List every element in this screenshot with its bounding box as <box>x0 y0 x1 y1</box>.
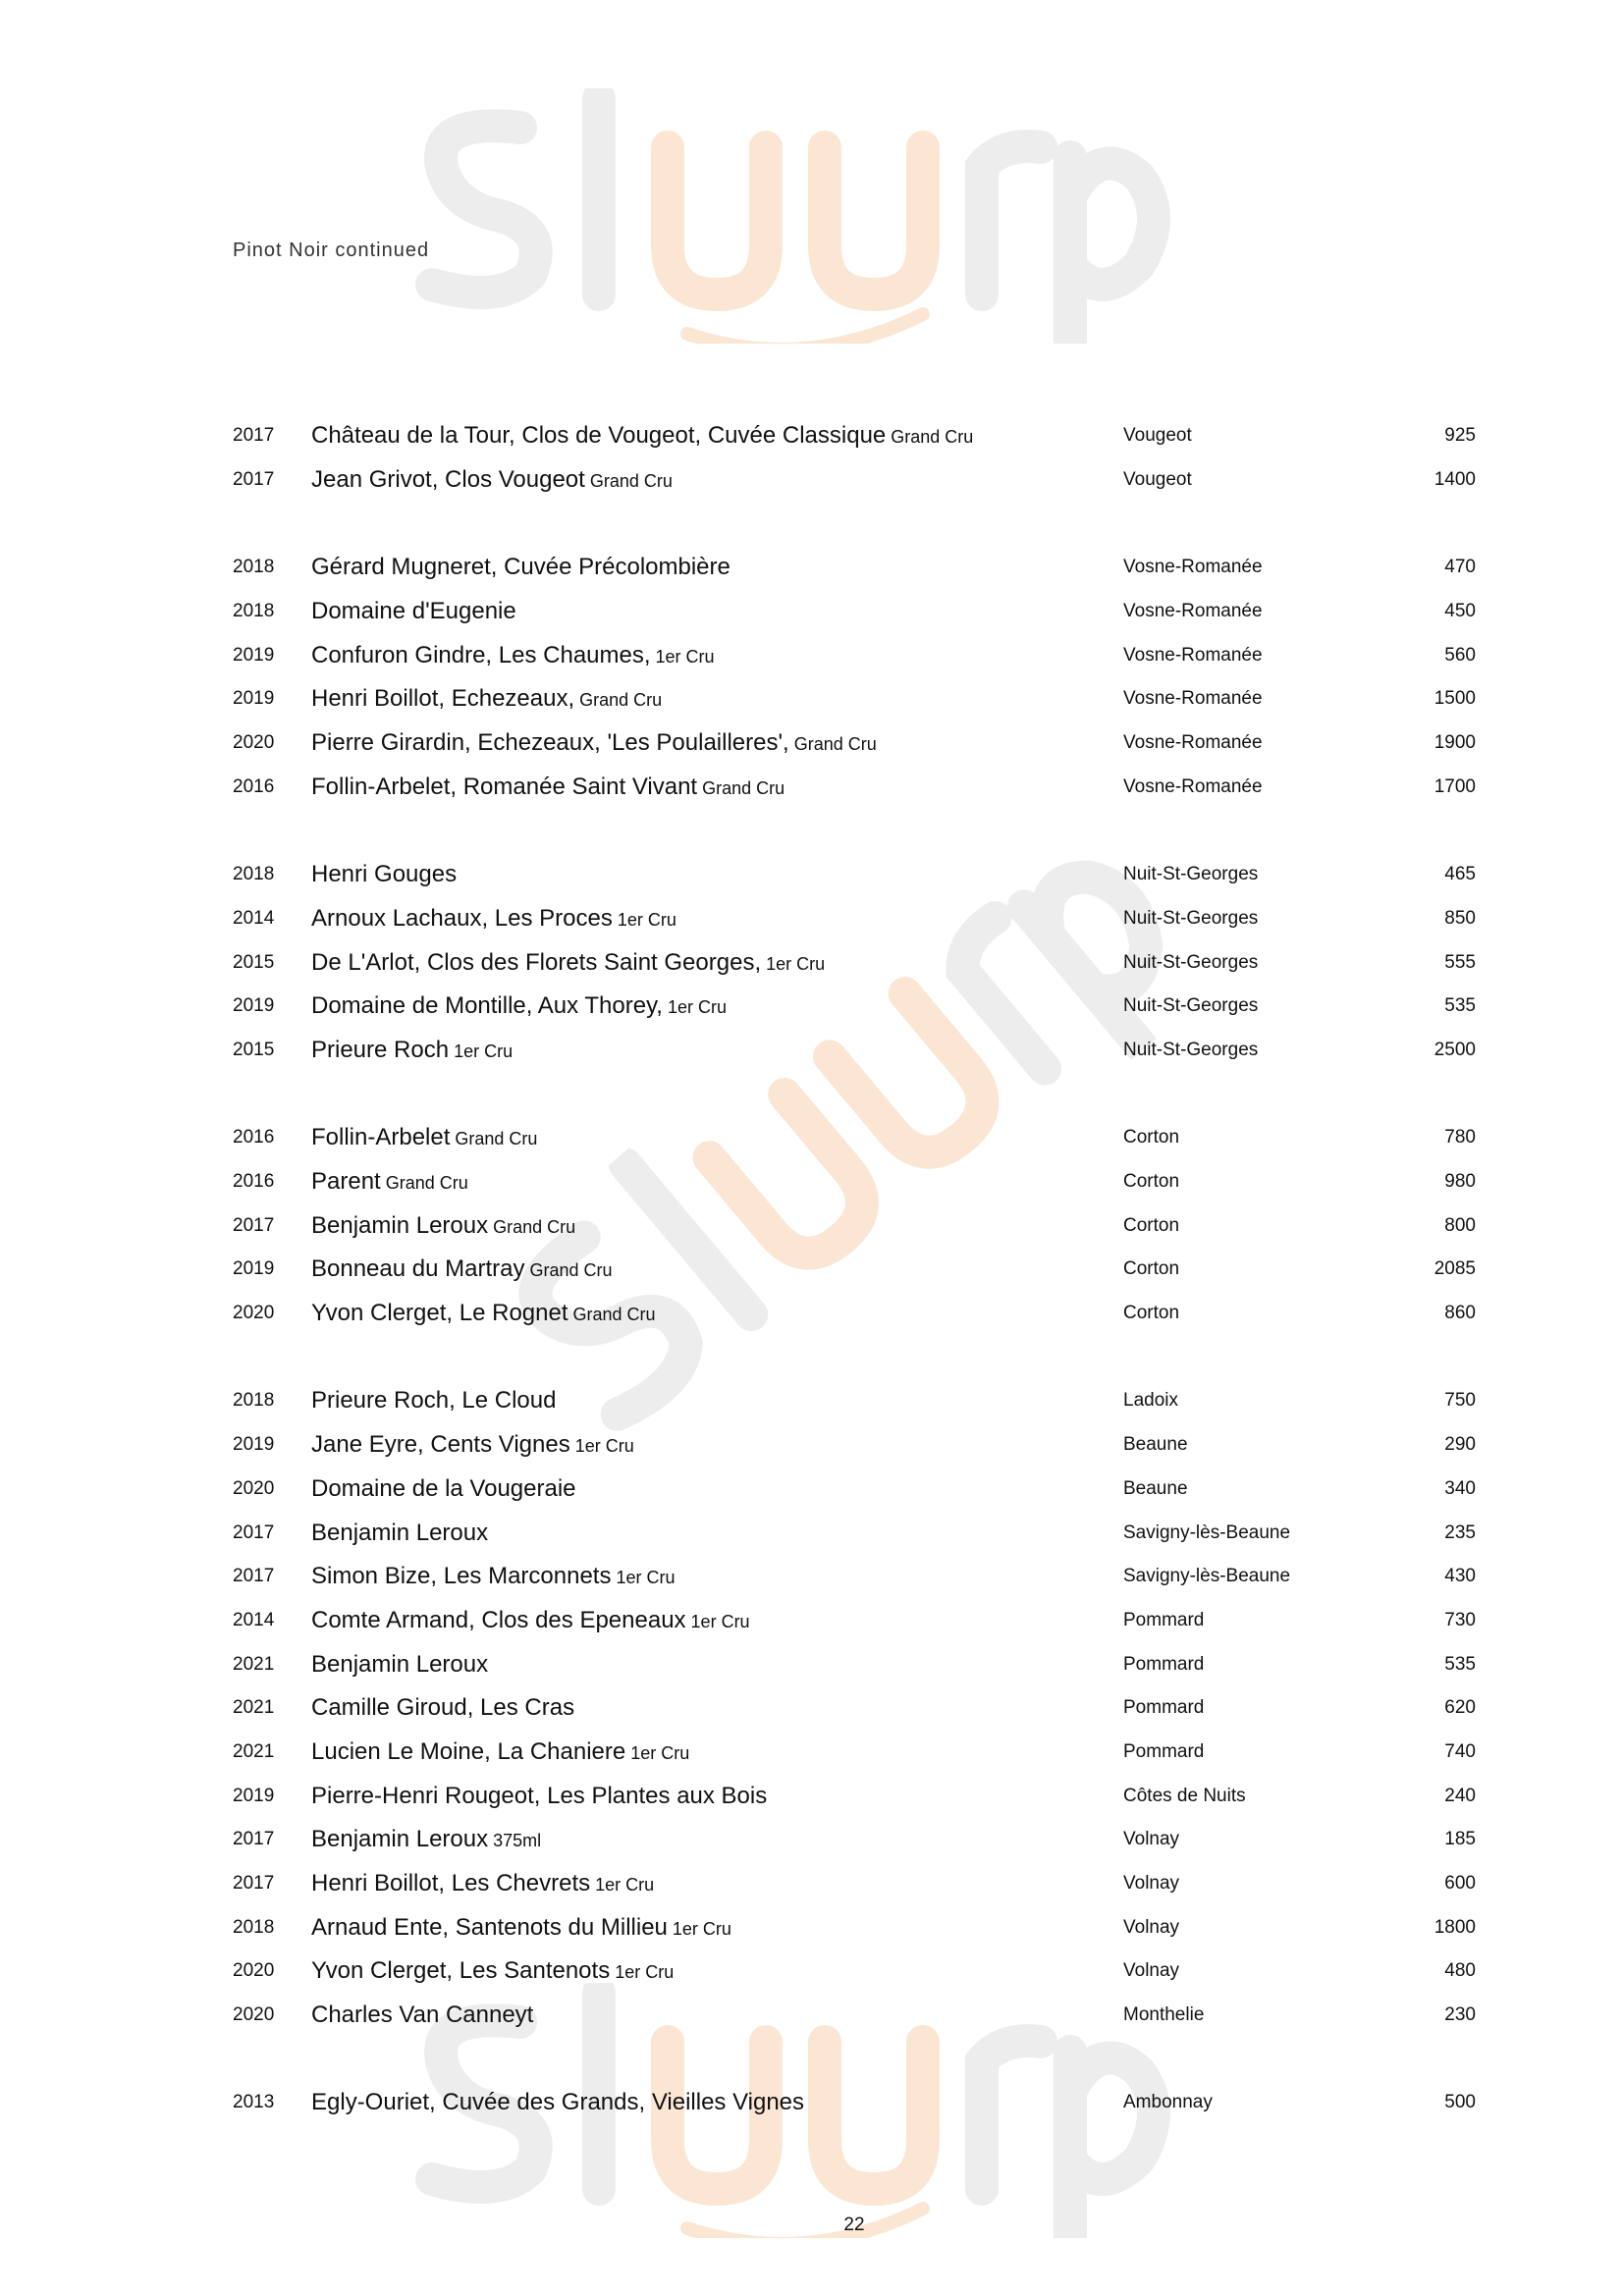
wine-row <box>233 721 1480 766</box>
wine-name <box>311 1475 576 1503</box>
wine-price: 780 <box>1444 1127 1476 1148</box>
vintage: 2020 <box>233 2004 275 2026</box>
wine-producer: Jane Eyre, Cents Vignes <box>311 1431 570 1459</box>
wine-row <box>233 1818 1480 1862</box>
wine-producer: Domaine d'Eugenie <box>311 598 516 625</box>
wine-name <box>311 1914 731 1942</box>
wine-name <box>311 861 457 888</box>
wine-price: 465 <box>1444 864 1476 885</box>
wine-classification: 1er Cru <box>454 1041 514 1061</box>
wine-classification: 1er Cru <box>667 997 727 1018</box>
wine-producer: Pierre Girardin, Echezeaux, 'Les Poulailleres', <box>311 729 789 757</box>
vintage: 2016 <box>233 775 275 797</box>
wine-row <box>233 1423 1480 1468</box>
wine-classification: 375ml <box>493 1831 542 1851</box>
wine-region: Ambonnay <box>1123 2092 1213 2113</box>
wine-producer: Gérard Mugneret, Cuvée Précolombière <box>311 554 730 581</box>
wine-name <box>311 598 516 625</box>
wine-name <box>311 1738 689 1766</box>
wine-row <box>233 1599 1480 1643</box>
vintage: 2014 <box>233 907 275 929</box>
wine-name <box>311 1826 541 1853</box>
wine-row <box>233 1905 1480 1949</box>
wine-price: 750 <box>1444 1390 1476 1412</box>
vintage: 2015 <box>233 1039 275 1060</box>
wine-producer: Comte Armand, Clos des Epeneaux <box>311 1606 686 1633</box>
wine-name <box>311 422 973 450</box>
wine-region: Savigny-lès-Beaune <box>1123 1566 1291 1587</box>
wine-classification: Grand Cru <box>793 734 877 755</box>
wine-row <box>233 590 1480 634</box>
wine-producer: Domaine de Montille, Aux Thorey, <box>311 992 663 1020</box>
wine-classification: 1er Cru <box>672 1918 731 1939</box>
wine-region: Corton <box>1123 1258 1180 1280</box>
vintage: 2018 <box>233 1390 275 1412</box>
vintage: 2017 <box>233 1522 275 1543</box>
wine-price: 740 <box>1444 1740 1476 1762</box>
wine-classification: Grand Cru <box>493 1216 576 1237</box>
vintage: 2018 <box>233 1916 275 1938</box>
group-spacer <box>233 502 1480 546</box>
wine-name <box>311 1037 513 1064</box>
wine-classification: Grand Cru <box>891 427 974 448</box>
wine-name <box>311 2002 533 2029</box>
wine-producer: Follin-Arbelet, Romanée Saint Vivant <box>311 773 698 800</box>
wine-producer: Prieure Roch <box>311 1036 450 1063</box>
wine-region: Corton <box>1123 1171 1180 1193</box>
group-spacer <box>233 1072 1480 1116</box>
wine-region: Volnay <box>1123 1960 1180 1982</box>
vintage: 2021 <box>233 1697 275 1719</box>
wine-price: 800 <box>1444 1214 1476 1236</box>
wine-price: 560 <box>1444 644 1476 666</box>
wine-classification: 1er Cru <box>574 1436 634 1457</box>
wine-row <box>233 1642 1480 1686</box>
wine-row <box>233 1029 1480 1073</box>
watermark-logo <box>412 88 1237 344</box>
vintage: 2019 <box>233 995 275 1017</box>
wine-price: 535 <box>1444 995 1476 1017</box>
vintage: 2017 <box>233 425 275 447</box>
wine-producer: Arnaud Ente, Santenots du Millieu <box>311 1913 668 1941</box>
wine-name <box>311 685 662 713</box>
wine-region: Savigny-lès-Beaune <box>1123 1522 1291 1543</box>
wine-region: Volnay <box>1123 1829 1180 1850</box>
group-spacer <box>233 1335 1480 1379</box>
wine-row <box>233 1774 1480 1818</box>
wine-region: Vosne-Romanée <box>1123 644 1263 666</box>
wine-price: 2500 <box>1434 1039 1476 1060</box>
wine-price: 2085 <box>1434 1258 1476 1280</box>
wine-classification: Grand Cru <box>529 1260 613 1281</box>
wine-producer: Château de la Tour, Clos de Vougeot, Cuvée Classique <box>311 422 887 450</box>
wine-region: Corton <box>1123 1214 1180 1236</box>
vintage: 2017 <box>233 1214 275 1236</box>
wine-price: 620 <box>1444 1697 1476 1719</box>
wine-producer: Camille Giroud, Les Cras <box>311 1694 575 1722</box>
wine-name <box>311 1870 654 1897</box>
wine-row <box>233 546 1480 590</box>
wine-classification: 1er Cru <box>616 1568 676 1588</box>
wine-row <box>233 633 1480 677</box>
wine-price: 470 <box>1444 557 1476 578</box>
wine-region: Nuit-St-Georges <box>1123 995 1259 1017</box>
wine-row <box>233 1994 1480 2038</box>
group-spacer <box>233 2037 1480 2081</box>
vintage: 2015 <box>233 951 275 973</box>
wine-price: 860 <box>1444 1303 1476 1324</box>
wine-price: 600 <box>1444 1873 1476 1895</box>
wine-name <box>311 1563 676 1590</box>
wine-price: 450 <box>1444 601 1476 622</box>
vintage: 2018 <box>233 601 275 622</box>
wine-producer: Benjamin Leroux <box>311 1826 489 1853</box>
vintage: 2016 <box>233 1127 275 1148</box>
wine-classification: Grand Cru <box>385 1173 468 1194</box>
wine-region: Nuit-St-Georges <box>1123 951 1259 973</box>
wine-producer: Pierre-Henri Rougeot, Les Plantes aux Bois <box>311 1782 768 1809</box>
wine-region: Pommard <box>1123 1653 1205 1675</box>
wine-region: Vosne-Romanée <box>1123 557 1263 578</box>
wine-region: Pommard <box>1123 1697 1205 1719</box>
wine-region: Monthelie <box>1123 2004 1205 2026</box>
wine-name <box>311 1387 556 1415</box>
wine-region: Nuit-St-Georges <box>1123 1039 1259 1060</box>
wine-name <box>311 774 784 801</box>
vintage: 2020 <box>233 1960 275 1982</box>
wine-classification: 1er Cru <box>655 646 715 667</box>
wine-classification: 1er Cru <box>690 1611 750 1631</box>
wine-name <box>311 554 730 581</box>
wine-region: Ladoix <box>1123 1390 1178 1412</box>
wine-producer: Jean Grivot, Clos Vougeot <box>311 466 585 494</box>
wine-price: 185 <box>1444 1829 1476 1850</box>
vintage: 2019 <box>233 1785 275 1806</box>
wine-producer: Henri Gouges <box>311 861 458 888</box>
wine-classification: Grand Cru <box>455 1129 538 1149</box>
wine-row <box>233 1468 1480 1512</box>
wine-region: Pommard <box>1123 1740 1205 1762</box>
wine-name <box>311 992 727 1020</box>
wine-name <box>311 2089 804 2116</box>
wine-producer: Charles Van Canneyt <box>311 2002 534 2029</box>
wine-row <box>233 1511 1480 1555</box>
wine-name <box>311 466 673 494</box>
wine-price: 500 <box>1444 2092 1476 2113</box>
vintage: 2017 <box>233 1566 275 1587</box>
wine-row <box>233 1731 1480 1775</box>
wine-name <box>311 949 825 977</box>
wine-name <box>311 1255 613 1283</box>
vintage: 2019 <box>233 688 275 710</box>
wine-row <box>233 1292 1480 1336</box>
vintage: 2018 <box>233 864 275 885</box>
wine-list <box>233 414 1480 2125</box>
vintage: 2020 <box>233 732 275 754</box>
wine-producer: Henri Boillot, Les Chevrets <box>311 1870 591 1897</box>
wine-price: 1900 <box>1434 732 1476 754</box>
wine-price: 980 <box>1444 1171 1476 1193</box>
vintage: 2019 <box>233 1258 275 1280</box>
wine-row <box>233 985 1480 1029</box>
wine-producer: Confuron Gindre, Les Chaumes, <box>311 641 651 668</box>
wine-classification: Grand Cru <box>702 777 785 798</box>
wine-classification: Grand Cru <box>589 471 673 492</box>
wine-region: Pommard <box>1123 1609 1205 1630</box>
wine-name <box>311 905 676 933</box>
wine-price: 730 <box>1444 1609 1476 1630</box>
wine-name <box>311 1607 750 1634</box>
wine-row <box>233 1686 1480 1731</box>
section-header: Pinot Noir continued <box>233 240 430 261</box>
vintage: 2019 <box>233 1434 275 1456</box>
wine-producer: Egly-Ouriet, Cuvée des Grands, Vieilles Vignes <box>311 2089 805 2116</box>
wine-producer: Domaine de la Vougeraie <box>311 1474 576 1502</box>
wine-region: Volnay <box>1123 1873 1180 1895</box>
vintage: 2013 <box>233 2092 275 2113</box>
wine-name <box>311 1168 468 1196</box>
wine-price: 430 <box>1444 1566 1476 1587</box>
wine-classification: 1er Cru <box>595 1875 655 1896</box>
wine-name <box>311 1212 575 1240</box>
wine-region: Vougeot <box>1123 469 1192 491</box>
wine-name <box>311 1520 488 1547</box>
wine-producer: Yvon Clerget, Le Rognet <box>311 1300 568 1327</box>
wine-row <box>233 677 1480 721</box>
wine-price: 555 <box>1444 951 1476 973</box>
wine-region: Nuit-St-Georges <box>1123 864 1259 885</box>
wine-region: Vosne-Romanée <box>1123 732 1263 754</box>
wine-row <box>233 414 1480 458</box>
wine-row <box>233 2081 1480 2125</box>
wine-producer: Benjamin Leroux <box>311 1519 489 1546</box>
wine-row <box>233 1203 1480 1248</box>
wine-region: Nuit-St-Georges <box>1123 907 1259 929</box>
wine-name <box>311 1783 767 1810</box>
wine-price: 1500 <box>1434 688 1476 710</box>
wine-region: Beaune <box>1123 1434 1188 1456</box>
wine-region: Beaune <box>1123 1477 1188 1499</box>
wine-region: Vosne-Romanée <box>1123 775 1263 797</box>
wine-region: Côtes de Nuits <box>1123 1785 1246 1806</box>
page-number: 22 <box>843 2215 865 2235</box>
wine-producer: Arnoux Lachaux, Les Proces <box>311 904 613 932</box>
wine-row <box>233 853 1480 897</box>
wine-row <box>233 1555 1480 1599</box>
wine-price: 1700 <box>1434 775 1476 797</box>
wine-row <box>233 1862 1480 1906</box>
wine-name <box>311 1694 574 1722</box>
wine-producer: Henri Boillot, Echezeaux, <box>311 685 575 713</box>
wine-producer: Follin-Arbelet <box>311 1124 451 1151</box>
wine-producer: Lucien Le Moine, La Chaniere <box>311 1737 626 1765</box>
vintage: 2020 <box>233 1303 275 1324</box>
wine-price: 1400 <box>1434 469 1476 491</box>
wine-producer: Parent <box>311 1168 381 1196</box>
wine-price: 230 <box>1444 2004 1476 2026</box>
vintage: 2016 <box>233 1171 275 1193</box>
vintage: 2019 <box>233 644 275 666</box>
wine-price: 240 <box>1444 1785 1476 1806</box>
wine-name <box>311 1957 674 1985</box>
vintage: 2017 <box>233 1873 275 1895</box>
wine-classification: 1er Cru <box>617 909 676 930</box>
wine-row <box>233 897 1480 941</box>
wine-classification: Grand Cru <box>572 1305 656 1325</box>
wine-name <box>311 729 877 757</box>
wine-classification: 1er Cru <box>615 1962 675 1983</box>
wine-region: Vougeot <box>1123 425 1192 447</box>
wine-price: 290 <box>1444 1434 1476 1456</box>
vintage: 2021 <box>233 1653 275 1675</box>
wine-region: Corton <box>1123 1303 1180 1324</box>
group-spacer <box>233 809 1480 853</box>
vintage: 2018 <box>233 557 275 578</box>
wine-classification: 1er Cru <box>766 953 826 974</box>
wine-producer: Simon Bize, Les Marconnets <box>311 1563 612 1590</box>
wine-row <box>233 766 1480 810</box>
wine-name <box>311 1431 634 1459</box>
wine-producer: Benjamin Leroux <box>311 1650 489 1678</box>
wine-region: Corton <box>1123 1127 1180 1148</box>
vintage: 2014 <box>233 1609 275 1630</box>
wine-producer: Yvon Clerget, Les Santenots <box>311 1957 611 1985</box>
wine-producer: De L'Arlot, Clos des Florets Saint Georges, <box>311 948 762 976</box>
wine-producer: Benjamin Leroux <box>311 1211 489 1239</box>
wine-row <box>233 1116 1480 1160</box>
wine-producer: Bonneau du Martray <box>311 1255 525 1283</box>
wine-price: 850 <box>1444 907 1476 929</box>
vintage: 2021 <box>233 1740 275 1762</box>
wine-row <box>233 1949 1480 1994</box>
wine-price: 535 <box>1444 1653 1476 1675</box>
vintage: 2020 <box>233 1477 275 1499</box>
vintage: 2017 <box>233 1829 275 1850</box>
wine-row <box>233 1160 1480 1204</box>
wine-classification: Grand Cru <box>579 690 663 711</box>
vintage: 2017 <box>233 469 275 491</box>
wine-price: 235 <box>1444 1522 1476 1543</box>
wine-name <box>311 1300 656 1327</box>
wine-price: 340 <box>1444 1477 1476 1499</box>
wine-producer: Prieure Roch, Le Cloud <box>311 1387 557 1415</box>
wine-row <box>233 458 1480 503</box>
wine-row <box>233 940 1480 985</box>
wine-classification: 1er Cru <box>630 1742 690 1763</box>
wine-name <box>311 1651 488 1679</box>
wine-price: 1800 <box>1434 1916 1476 1938</box>
wine-name <box>311 1124 537 1151</box>
wine-name <box>311 642 715 669</box>
wine-region: Volnay <box>1123 1916 1180 1938</box>
wine-row <box>233 1379 1480 1423</box>
wine-region: Vosne-Romanée <box>1123 688 1263 710</box>
wine-region: Vosne-Romanée <box>1123 601 1263 622</box>
wine-row <box>233 1248 1480 1292</box>
wine-price: 480 <box>1444 1960 1476 1982</box>
wine-price: 925 <box>1444 425 1476 447</box>
